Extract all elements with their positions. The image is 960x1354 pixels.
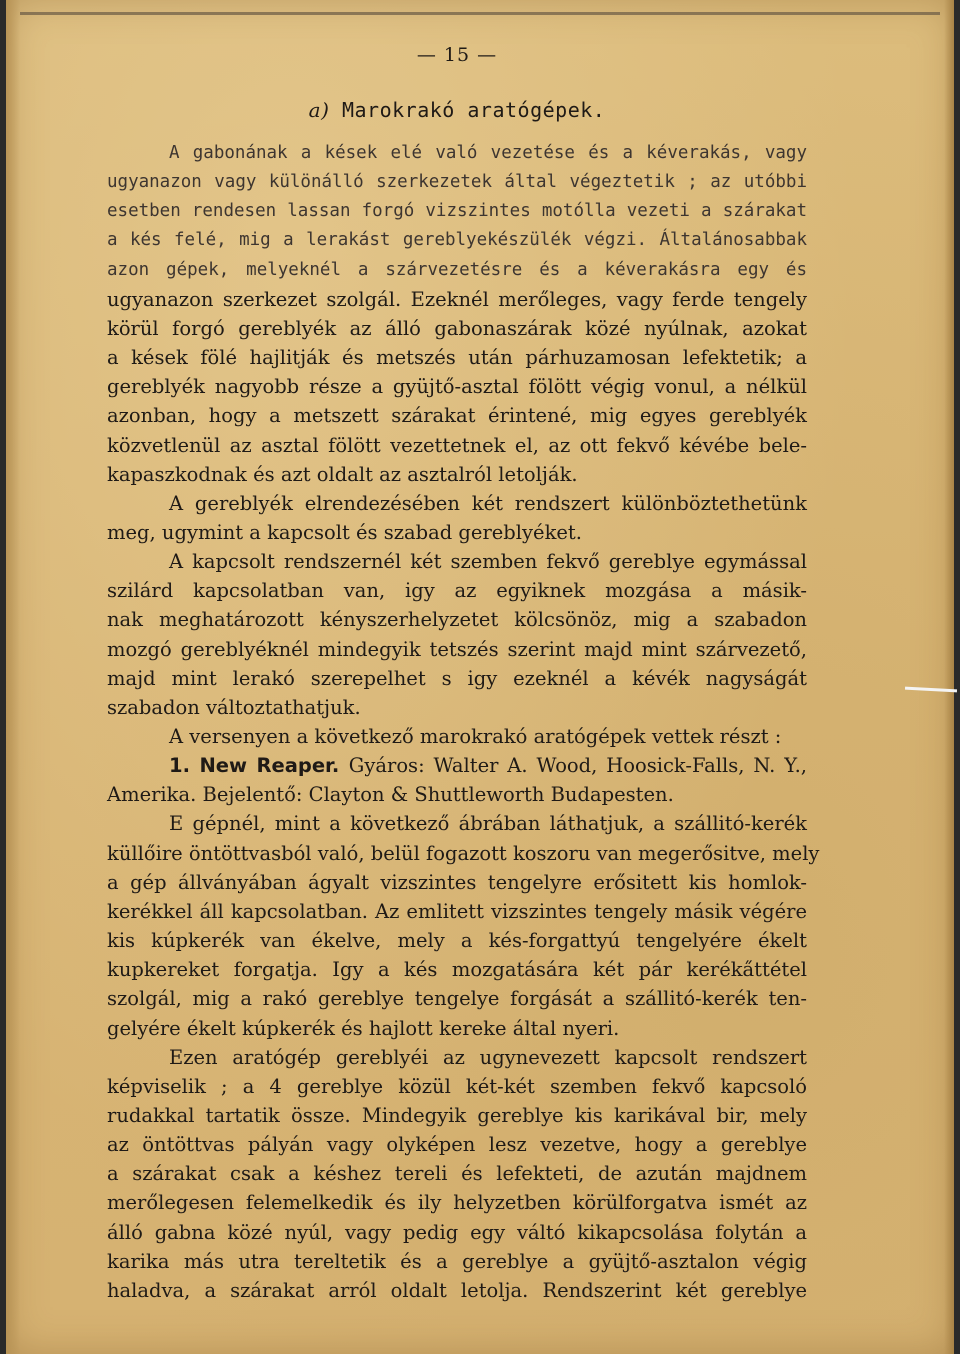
text-line — [107, 897, 807, 926]
text-line-content: a gép állványában ágyalt vizszintes tengelyre erősitett kis homlok- — [107, 870, 807, 894]
text-line-content: gereblyék nagyobb része a gyüjtő-asztal fölött végig vonul, a nélkül — [107, 375, 807, 399]
page-number: — 15 — — [416, 44, 498, 66]
page-edge-shadow-right — [944, 0, 954, 1354]
text-line-content: a kések fölé hajlitják és metszés után párhuzamosan lefektetik; a — [107, 346, 807, 370]
text-line — [107, 256, 807, 285]
text-line-content: E gépnél, mint a következő ábrában láthatjuk, a szállitó-kerék — [169, 812, 807, 836]
text-line-content: szilárd kapcsolatban van, igy az egyiknek mozgása a másik- — [107, 579, 807, 603]
text-line-content: közvetlenül az asztal fölött vezettetnek el, az ott fekvő kévébe bele- — [107, 433, 807, 457]
text-line — [107, 1218, 807, 1247]
text-line-content: körül forgó gereblyék az álló gabonaszárak közé nyúlnak, azokat — [107, 316, 807, 340]
text-line-content: azonban, hogy a metszett szárakat érintené, mig egyes gereblyék — [107, 404, 807, 428]
text-line — [107, 693, 807, 722]
text-line-content: szabadon változtathatjuk. — [107, 695, 361, 719]
text-line — [107, 1276, 807, 1305]
text-line-content: az öntöttvas pályán vagy olyképen lesz vezetve, hogy a gereblye — [107, 1133, 807, 1157]
item-title: 1. New Reaper. — [169, 754, 349, 778]
section-title: Marokrakó aratógépek. — [341, 98, 606, 122]
text-line — [107, 460, 807, 489]
text-line — [107, 868, 807, 897]
text-line — [107, 489, 807, 518]
text-line-content: karika más utra tereltetik és a gereblye a gyüjtő-asztalon végig — [107, 1249, 807, 1273]
text-line — [107, 1130, 807, 1159]
text-line-content: esetben rendesen lassan forgó vizszintes motólla vezeti a szárakat — [107, 201, 807, 222]
text-line — [107, 1159, 807, 1188]
text-line — [107, 576, 807, 605]
text-line — [107, 1072, 807, 1101]
text-line-content: A gabonának a kések elé való vezetése és a kéverakás, vagy — [169, 143, 807, 163]
text-line-content: ugyanazon szerkezet szolgál. Ezeknél merőleges, vagy ferde tengely — [107, 287, 807, 311]
text-line — [107, 1188, 807, 1217]
text-line — [107, 197, 807, 226]
text-line-content: gelyére ékelt kúpkerék és hajlott kereke által nyeri. — [107, 1016, 620, 1040]
text-line-content: küllőire öntöttvasból való, belül fogazott koszoru van megerősitve, mely — [107, 841, 820, 865]
text-line — [107, 343, 807, 372]
text-line — [107, 168, 807, 197]
text-line — [107, 226, 807, 255]
text-line-content: majd mint lerakó szerepelhet s igy ezeknél a kévék nagyságát — [107, 666, 807, 690]
text-line-content: kapaszkodnak és azt oldalt az asztalról letolják. — [107, 462, 578, 486]
text-line — [107, 635, 807, 664]
text-line — [107, 722, 807, 751]
text-line — [107, 285, 807, 314]
page-edge-shadow-left — [6, 0, 20, 1354]
text-line — [107, 547, 807, 576]
text-line-content: kis kúpkerék van ékelve, mely a kés-forgattyú tengelyére ékelt — [107, 929, 807, 953]
text-line — [107, 431, 807, 460]
text-line — [107, 955, 807, 984]
text-line-content: Gyáros: Walter A. Wood, Hoosick-Falls, N. Y., — [348, 754, 807, 778]
text-line — [107, 664, 807, 693]
text-line-content: kerékkel áll kapcsolatban. Az emlitett vizszintes tengely másik végére — [107, 899, 807, 923]
text-line — [107, 780, 807, 809]
text-line-content: Amerika. Bejelentő: Clayton & Shuttleworth Budapesten. — [107, 783, 674, 807]
text-line-content: A kapcsolt rendszernél két szemben fekvő gereblye egymással — [169, 550, 807, 574]
text-line — [107, 1101, 807, 1130]
text-line-content: nak meghatározott kényszerhelyzetet kölcsönöz, mig a szabadon — [107, 608, 807, 632]
text-line — [107, 1043, 807, 1072]
text-line-content: azon gépek, melyeknél a szárvezetésre és a kéverakásra egy és — [107, 259, 807, 280]
text-line — [107, 1247, 807, 1276]
text-line-content: A versenyen a következő marokrakó aratógépek vettek részt : — [169, 725, 782, 748]
text-line-content: kupkereket forgatja. Igy a kés mozgatására két pár keréka̋ttétel — [107, 958, 807, 982]
text-line-content: Ezen aratógép gereblyéi az ugynevezett kapcsolt rendszert — [169, 1045, 807, 1069]
text-line — [107, 518, 807, 547]
text-line — [107, 372, 807, 401]
section-heading — [107, 98, 807, 122]
text-line — [107, 1014, 807, 1043]
text-line-content: meg, ugymint a kapcsolt és szabad gereblyéket. — [107, 520, 582, 544]
section-marker: a) — [308, 98, 330, 122]
text-line-content: haladva, a szárakat arról oldalt letolja. Rendszerint két gereblye — [107, 1278, 807, 1302]
text-line-content: a szárakat csak a késhez tereli és lefekteti, de azután majdnem — [107, 1162, 807, 1186]
text-line-content: merőlegesen felemelkedik és ily helyzetben körülforgatva ismét az — [107, 1191, 807, 1215]
scan-border-line — [20, 12, 940, 15]
text-line — [107, 401, 807, 430]
text-line — [107, 839, 820, 868]
text-line — [107, 605, 807, 634]
text-line-content: szolgál, mig a rakó gereblye tengelye forgását a szállitó-kerék ten- — [107, 987, 807, 1011]
text-line — [107, 751, 807, 780]
text-line — [107, 926, 807, 955]
text-line — [107, 139, 807, 168]
text-line-content: a kés felé, mig a lerakást gereblyekészülék végzi. Általánosabbak — [107, 230, 807, 251]
text-line-content: A gereblyék elrendezésében két rendszert különböztethetünk — [169, 491, 807, 515]
text-line-content: álló gabna közé nyúl, vagy pedig egy váltó kikapcsolása folytán a — [107, 1220, 807, 1244]
text-line — [107, 809, 807, 838]
text-line-content: rudakkal tartatik össze. Mindegyik gereblye kis karikával bir, mely — [107, 1103, 807, 1127]
text-line — [107, 984, 807, 1013]
text-line-content: ugyanazon vagy különálló szerkezetek által végeztetik ; az utóbbi — [107, 172, 807, 193]
text-line — [107, 314, 807, 343]
text-line-content: képviselik ; a 4 gereblye közül két-két szemben fekvő kapcsoló — [107, 1074, 807, 1098]
text-line-content: mozgó gereblyéknél mindegyik tetszés szerint majd mint szárvezető, — [107, 637, 807, 661]
